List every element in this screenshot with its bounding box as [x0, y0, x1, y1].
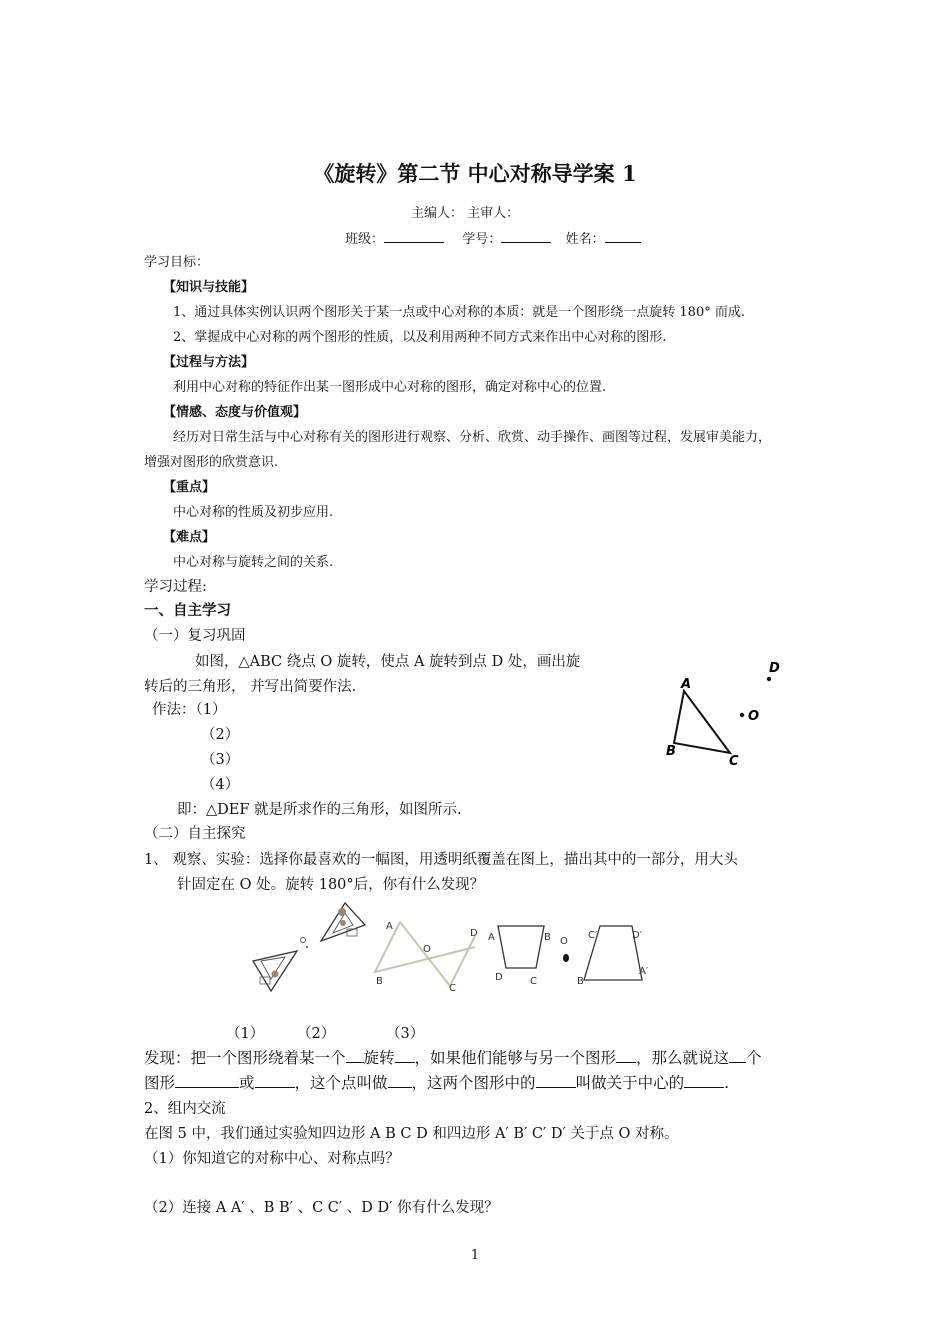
blank-1[interactable]: [346, 1050, 364, 1063]
discovery-text-6: 图形: [144, 1074, 176, 1092]
blank-5[interactable]: [175, 1075, 239, 1088]
point-d: [767, 677, 771, 681]
fig3-label-o: O: [560, 936, 568, 947]
figure-3-quadrilaterals: [484, 918, 659, 993]
set-square-upper-hole: [338, 908, 346, 916]
label-a: A: [681, 677, 692, 692]
emotion-item-1a: 经历对日常生活与中心对称有关的图形进行观察、分析、欣赏、动手操作、画图等过程，发展审美能力，: [173, 430, 772, 445]
label-c: C: [729, 754, 739, 769]
process-item-1: 利用中心对称的特征作出某一图形成中心对称的图形，确定对称中心的位置.: [173, 380, 607, 395]
triangle-abc: [674, 691, 730, 753]
discovery-line-2: [144, 1071, 729, 1093]
label-b: B: [666, 744, 676, 759]
student-info: [345, 228, 641, 247]
class-label: 班级：: [345, 232, 385, 247]
name-label: 姓名：: [565, 232, 605, 247]
emotion-title: 【情感、态度与价值观】: [163, 405, 307, 420]
process-title: 【过程与方法】: [163, 355, 255, 370]
blank-3[interactable]: [616, 1050, 636, 1063]
fig3-label-b: B: [544, 932, 551, 943]
discovery-text-1: 发现：把一个图形绕着某一个: [144, 1049, 346, 1067]
id-label: 学号：: [462, 232, 502, 247]
fig3-label-a-prime: A′: [639, 966, 649, 977]
discovery-text-5: 个: [746, 1049, 762, 1067]
fig3-label-b-prime: B′: [577, 976, 587, 987]
fig2-label-b: B: [376, 976, 383, 987]
item-1-text-a: 1、 观察、实验：选择你最喜欢的一幅图，用透明纸覆盖在图上，描出其中的一部分，用大头: [144, 852, 738, 868]
blank-9[interactable]: [684, 1075, 724, 1088]
fig3-label-d: D: [495, 972, 503, 983]
discovery-text-8: ，这个点叫做: [294, 1074, 388, 1092]
method-step-2: （2）: [201, 727, 240, 743]
task-text-b: 转后的三角形， 并写出简要作法.: [144, 679, 357, 695]
discovery-text-9: ，这两个图形中的: [411, 1074, 536, 1092]
discovery-text-4: ，那么就说这: [636, 1049, 730, 1067]
knowledge-item-2: 2、掌握成中心对称的两个图形的性质，以及利用两种不同方式来作出中心对称的图形.: [173, 330, 667, 345]
label-o: O: [748, 709, 760, 724]
figure-label-2: （2）: [297, 1026, 336, 1042]
fig2-label-a: A: [386, 921, 393, 932]
knowledge-item-1: 1、通过具体实例认识两个图形关于某一点或中心对称的本质：就是一个图形绕一点旋转 180° 而成.: [173, 305, 745, 320]
discovery-line-1: [144, 1046, 762, 1068]
figure-3-center-o: [563, 954, 569, 962]
set-square-lower-hole: [272, 971, 279, 978]
name-blank[interactable]: [605, 230, 641, 243]
blank-2[interactable]: [395, 1050, 415, 1063]
figure-2-lines: [367, 912, 487, 994]
knowledge-title: 【知识与技能】: [163, 280, 255, 295]
question-1: （1）你知道它的对称中心、对称点吗？: [144, 1151, 400, 1167]
item-2-text: 在图 5 中，我们通过实验知四边形 A B C D 和四边形 A′ B′ C′ D′ 关于点 O 对称。: [144, 1126, 679, 1142]
figure-1-center-o: [301, 938, 306, 943]
set-square-upper-mark: [340, 920, 346, 926]
discovery-text-3: ，如果他们能够与另一个图形: [414, 1049, 617, 1067]
page-number: 1: [470, 1248, 480, 1263]
difficulty-title: 【难点】: [163, 530, 216, 545]
triangle-figure: [655, 655, 795, 775]
figure-label-3: （3）: [386, 1026, 425, 1042]
fig2-label-c: C: [449, 983, 456, 994]
section-1-heading: 一、自主学习: [144, 602, 231, 619]
item-1-text-b: 针固定在 O 处。旋转 180°后，你有什么发现？: [177, 877, 485, 893]
method-label: 作法：（1）: [152, 702, 227, 718]
fig3-label-d-prime: D′: [632, 930, 642, 941]
method-step-4: （4）: [201, 777, 240, 793]
fig3-label-c-prime: C′: [588, 930, 598, 941]
blank-6[interactable]: [255, 1075, 295, 1088]
conclusion-text: 即：△DEF 就是所求作的三角形，如图所示.: [177, 802, 462, 818]
figure-2-line-ocd: [400, 922, 475, 986]
fig3-label-a: A: [488, 932, 495, 943]
class-blank[interactable]: [384, 230, 444, 243]
task-text-a: 如图，△ABC 绕点 O 旋转，使点 A 旋转到点 D 处，画出旋: [195, 654, 581, 670]
question-2: （2）连接 A A′ 、B B′ 、C C′ 、D D′ 你有什么发现？: [144, 1200, 499, 1216]
key-title: 【重点】: [163, 480, 216, 495]
label-d: D: [769, 661, 780, 676]
key-item-1: 中心对称的性质及初步应用.: [173, 505, 334, 520]
blank-7[interactable]: [388, 1075, 412, 1088]
point-o: [740, 713, 744, 717]
goals-heading: 学习目标：: [144, 255, 210, 270]
item-2-heading: 2、组内交流: [144, 1101, 226, 1117]
discovery-text-10: 叫做关于中心的: [575, 1074, 685, 1092]
fig2-label-d: D: [470, 928, 478, 939]
figure-1-set-squares: [245, 895, 370, 1000]
editors-line: 主编人： 主审人：: [411, 206, 520, 221]
figure-label-1: （1）: [226, 1026, 265, 1042]
figure-1-center-dot: [306, 946, 308, 948]
method-step-3: （3）: [201, 752, 240, 768]
blank-8[interactable]: [536, 1075, 576, 1088]
difficulty-item-1: 中心对称与旋转之间的关系.: [173, 555, 334, 570]
process-heading: 学习过程:: [144, 579, 207, 595]
discovery-text-7: 或: [239, 1074, 255, 1092]
blank-4[interactable]: [729, 1050, 746, 1063]
discovery-text-2: 旋转: [363, 1049, 395, 1067]
id-blank[interactable]: [501, 230, 551, 243]
fig3-label-c: C: [530, 976, 537, 987]
fig2-label-o: O: [423, 944, 431, 955]
discovery-text-11: .: [724, 1074, 730, 1092]
quad-abcd: [498, 926, 544, 968]
subsection-explore: （二）自主探究: [144, 826, 246, 842]
subsection-review: （一）复习巩固: [144, 628, 246, 644]
emotion-item-1b: 增强对图形的欣赏意识.: [144, 455, 279, 470]
page-title: 《旋转》第二节 中心对称导学案 1: [313, 161, 637, 186]
